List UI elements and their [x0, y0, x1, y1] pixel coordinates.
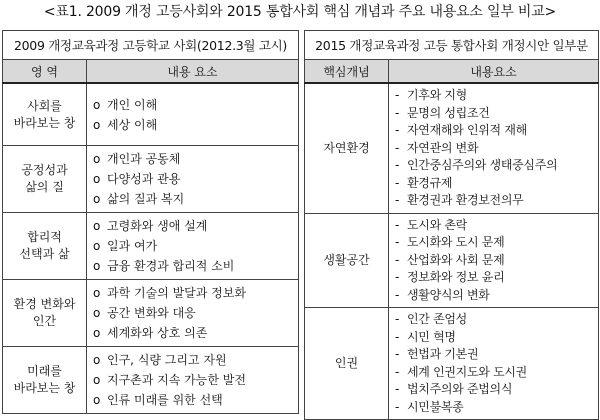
table-row — [3, 347, 299, 414]
content-cell — [87, 347, 299, 414]
content-cell — [389, 83, 599, 213]
area-cell — [3, 146, 87, 213]
content-list — [87, 213, 298, 279]
list-item: - 시민불복종 — [395, 399, 598, 417]
content-list — [389, 84, 598, 213]
concept-cell: 생활공간 — [305, 213, 389, 308]
content-list — [87, 92, 298, 138]
list-item: o 일과 여가 — [93, 236, 298, 256]
table-row — [3, 146, 299, 213]
content-list — [87, 146, 298, 212]
list-item: o 다양성과 관용 — [93, 169, 298, 189]
list-item: o 삶의 질과 복지 — [93, 189, 298, 209]
concept-cell: 인권 — [305, 308, 389, 420]
area-cell — [3, 347, 87, 414]
list-item: - 환경규제 — [395, 175, 598, 193]
list-item: o 개인 이해 — [93, 95, 298, 115]
list-item: o 인구, 식량 그리고 자원 — [93, 350, 298, 370]
list-item: o 인류 미래를 위한 선택 — [93, 390, 298, 410]
area-label-line: 환경 변화와 — [13, 297, 76, 311]
list-item: - 헌법과 기본권 — [395, 346, 598, 364]
list-item: o 세계화와 상호 의존 — [93, 323, 298, 343]
column-header-concept: 핵심개념 — [305, 60, 389, 84]
table-row — [3, 280, 299, 347]
list-item: - 환경권과 환경보전의무 — [395, 192, 598, 210]
column-header-content: 내용 요소 — [87, 60, 299, 84]
list-item: - 문명의 성립조건 — [395, 105, 598, 123]
area-label-line: 공정성과 — [21, 163, 68, 177]
list-item: o 과학 기술의 발달과 정보화 — [93, 283, 298, 303]
table-row — [305, 213, 599, 308]
area-label-line: 합리적 — [27, 230, 62, 244]
list-item: o 공간 변화와 대응 — [93, 303, 298, 323]
table-2009-curriculum — [2, 30, 299, 414]
content-cell — [87, 280, 299, 347]
area-label-line: 바라보는 창 — [13, 115, 76, 130]
list-item: - 시민 혁명 — [395, 329, 598, 347]
area-cell — [3, 83, 87, 146]
list-item: - 자연재해와 인위적 재해 — [395, 122, 598, 140]
list-item: - 인간중심주의와 생태중심주의 — [395, 157, 598, 175]
area-cell — [3, 280, 87, 347]
content-list — [389, 308, 598, 419]
list-item: o 금융 환경과 합리적 소비 — [93, 256, 298, 276]
concept-cell: 자연환경 — [305, 83, 389, 213]
list-item: - 기후와 지형 — [395, 87, 598, 105]
list-item: - 도시와 촌락 — [395, 217, 598, 235]
list-item: - 인간 존엄성 — [395, 311, 598, 329]
table-row — [305, 83, 599, 213]
figure-title: <표1. 2009 개정 고등사회와 2015 통합사회 핵심 개념과 주요 내용요소 일부 비교> — [43, 4, 557, 20]
list-item: - 정보화와 정보 윤리 — [395, 269, 598, 287]
list-item: - 자연관의 변화 — [395, 140, 598, 158]
content-cell — [87, 83, 299, 146]
list-item: o 세상 이해 — [93, 115, 298, 135]
table-row — [3, 213, 299, 280]
table-row — [305, 308, 599, 420]
list-item: o 고령화와 생애 설계 — [93, 216, 298, 236]
area-label-line: 인간 — [32, 314, 57, 328]
list-item: o 개인과 공동체 — [93, 149, 298, 169]
content-list — [87, 347, 298, 413]
table-caption: 2015 개정교육과정 고등 통합사회 개정시안 일부분 — [305, 31, 599, 60]
list-item: - 세계 인권지도와 도시권 — [395, 364, 598, 382]
area-label-line: 미래를 — [27, 364, 62, 378]
area-cell — [3, 213, 87, 280]
list-item: - 법치주의와 준법의식 — [395, 381, 598, 399]
table-caption: 2009 개정교육과정 고등학교 사회(2012.3월 고시) — [3, 31, 299, 60]
list-item: o 지구촌과 지속 가능한 발전 — [93, 370, 298, 390]
area-label-line: 선택과 삶 — [19, 247, 70, 261]
column-header-area: 영 역 — [3, 60, 87, 84]
area-label-line: 바라보는 창 — [13, 381, 76, 395]
table-2015-curriculum — [304, 30, 599, 420]
list-item: - 도시화와 도시 문제 — [395, 234, 598, 252]
area-label-line: 사회를 — [27, 98, 62, 113]
area-label-line: 삶의 질 — [25, 180, 64, 194]
column-header-content: 내용요소 — [389, 60, 599, 84]
content-cell — [389, 213, 599, 308]
list-item: - 생활양식의 변화 — [395, 287, 598, 305]
content-cell — [389, 308, 599, 420]
content-list — [389, 214, 598, 308]
content-cell — [87, 213, 299, 280]
content-list — [87, 280, 298, 346]
content-cell — [87, 146, 299, 213]
table-row — [3, 83, 299, 146]
list-item: - 산업화와 사회 문제 — [395, 252, 598, 270]
